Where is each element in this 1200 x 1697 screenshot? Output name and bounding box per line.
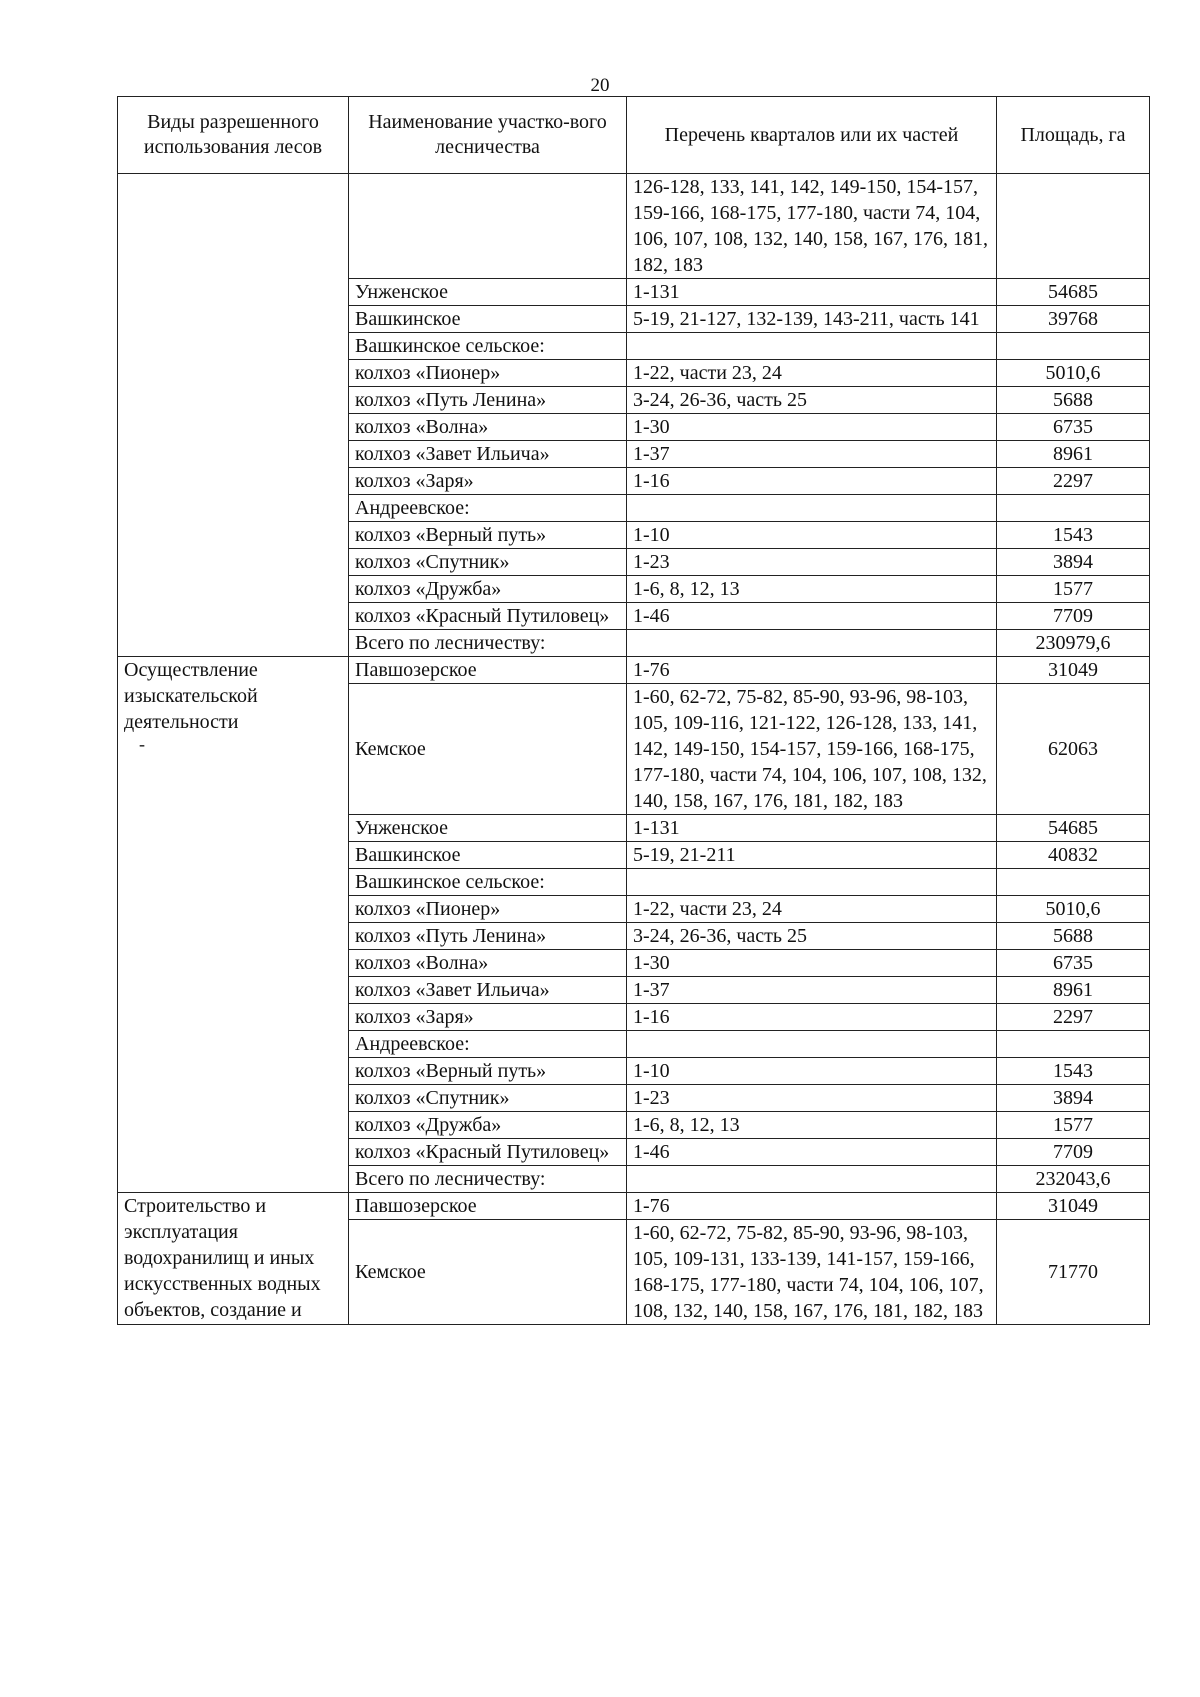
area-cell: 232043,6 — [997, 1166, 1150, 1193]
area-cell — [997, 495, 1150, 522]
forestry-cell: колхоз «Верный путь» — [349, 522, 627, 549]
area-cell: 31049 — [997, 657, 1150, 684]
area-cell: 1577 — [997, 1112, 1150, 1139]
forestry-cell: колхоз «Верный путь» — [349, 1058, 627, 1085]
area-cell: 6735 — [997, 414, 1150, 441]
usage-cell: Осуществление изыскательской деятельности — [118, 657, 349, 1193]
area-cell: 2297 — [997, 468, 1150, 495]
header-quarters: Перечень кварталов или их частей — [627, 97, 997, 174]
area-cell: 1577 — [997, 576, 1150, 603]
area-cell — [997, 174, 1150, 279]
forestry-cell: колхоз «Красный Путиловец» — [349, 603, 627, 630]
page-number: 20 — [590, 75, 610, 96]
forestry-cell: колхоз «Пионер» — [349, 896, 627, 923]
quarters-cell: 1-6, 8, 12, 13 — [627, 1112, 997, 1139]
forestry-cell: Кемское — [349, 1220, 627, 1325]
quarters-cell: 1-76 — [627, 657, 997, 684]
header-area: Площадь, га — [997, 97, 1150, 174]
area-cell: 8961 — [997, 441, 1150, 468]
area-cell: 5688 — [997, 923, 1150, 950]
quarters-cell: 5-19, 21-127, 132-139, 143-211, часть 141 — [627, 306, 997, 333]
area-cell: 5010,6 — [997, 896, 1150, 923]
quarters-cell: 1-131 — [627, 279, 997, 306]
quarters-cell: 3-24, 26-36, часть 25 — [627, 923, 997, 950]
forestry-cell: колхоз «Красный Путиловец» — [349, 1139, 627, 1166]
area-cell: 5688 — [997, 387, 1150, 414]
area-cell: 54685 — [997, 815, 1150, 842]
stray-dash: - — [139, 734, 145, 754]
quarters-cell: 1-23 — [627, 1085, 997, 1112]
area-cell: 6735 — [997, 950, 1150, 977]
forestry-cell: Унженское — [349, 279, 627, 306]
quarters-cell: 1-60, 62-72, 75-82, 85-90, 93-96, 98-103, 105, 109-116, 121-122, 126-128, 133, 141, 142, 149-150, 154-157, 159-166, 168-175, 177-180, части 74, 104, 106, 107, 108, 132, 140, 158, 167, 176, 181, 182, 183 — [627, 684, 997, 815]
quarters-cell — [627, 495, 997, 522]
quarters-cell: 1-30 — [627, 950, 997, 977]
quarters-cell: 1-10 — [627, 1058, 997, 1085]
quarters-cell — [627, 630, 997, 657]
forestry-cell: Павшозерское — [349, 1193, 627, 1220]
forestry-cell: Вашкинское — [349, 842, 627, 869]
forestry-cell: колхоз «Завет Ильича» — [349, 441, 627, 468]
quarters-cell: 3-24, 26-36, часть 25 — [627, 387, 997, 414]
forestry-cell: колхоз «Путь Ленина» — [349, 923, 627, 950]
forestry-cell: Вашкинское — [349, 306, 627, 333]
table-header-row — [118, 97, 1150, 174]
quarters-cell: 1-30 — [627, 414, 997, 441]
forestry-cell: колхоз «Заря» — [349, 468, 627, 495]
area-cell: 71770 — [997, 1220, 1150, 1325]
quarters-cell: 1-22, части 23, 24 — [627, 896, 997, 923]
quarters-cell: 1-22, части 23, 24 — [627, 360, 997, 387]
area-cell: 5010,6 — [997, 360, 1150, 387]
forestry-cell: Вашкинское сельское: — [349, 333, 627, 360]
quarters-cell: 1-46 — [627, 603, 997, 630]
forestry-cell: колхоз «Спутник» — [349, 1085, 627, 1112]
forestry-cell: колхоз «Волна» — [349, 414, 627, 441]
quarters-cell: 1-60, 62-72, 75-82, 85-90, 93-96, 98-103, 105, 109-131, 133-139, 141-157, 159-166, 168-175, 177-180, части 74, 104, 106, 107, 108, 132, 140, 158, 167, 176, 181, 182, 183 — [627, 1220, 997, 1325]
forestry-cell: Андреевское: — [349, 1031, 627, 1058]
area-cell: 3894 — [997, 1085, 1150, 1112]
forestry-cell: Вашкинское сельское: — [349, 869, 627, 896]
forestry-cell: Унженское — [349, 815, 627, 842]
quarters-cell: 1-131 — [627, 815, 997, 842]
area-cell: 230979,6 — [997, 630, 1150, 657]
forestry-cell: колхоз «Пионер» — [349, 360, 627, 387]
forestry-cell: колхоз «Дружба» — [349, 1112, 627, 1139]
quarters-cell: 1-16 — [627, 468, 997, 495]
forestry-cell: Павшозерское — [349, 657, 627, 684]
area-cell — [997, 1031, 1150, 1058]
area-cell: 3894 — [997, 549, 1150, 576]
quarters-cell — [627, 1166, 997, 1193]
table-row — [118, 657, 1150, 684]
area-cell — [997, 869, 1150, 896]
forestry-cell — [349, 174, 627, 279]
area-cell: 7709 — [997, 1139, 1150, 1166]
quarters-cell — [627, 1031, 997, 1058]
area-cell: 2297 — [997, 1004, 1150, 1031]
area-cell: 62063 — [997, 684, 1150, 815]
area-cell: 7709 — [997, 603, 1150, 630]
forestry-cell: колхоз «Заря» — [349, 1004, 627, 1031]
quarters-cell: 1-6, 8, 12, 13 — [627, 576, 997, 603]
quarters-cell: 1-37 — [627, 977, 997, 1004]
area-cell: 39768 — [997, 306, 1150, 333]
quarters-cell: 5-19, 21-211 — [627, 842, 997, 869]
table-row — [118, 174, 1150, 279]
quarters-cell — [627, 333, 997, 360]
forestry-cell: Кемское — [349, 684, 627, 815]
header-usage: Виды разрешенного использования лесов — [118, 97, 349, 174]
area-cell — [997, 333, 1150, 360]
usage-cell: Строительство и эксплуатация водохранилищ и иных искусственных водных объектов, создание и — [118, 1193, 349, 1325]
area-cell: 8961 — [997, 977, 1150, 1004]
forestry-cell: колхоз «Путь Ленина» — [349, 387, 627, 414]
usage-cell-continued — [118, 174, 349, 657]
quarters-cell: 1-37 — [627, 441, 997, 468]
forestry-cell: Всего по лесничеству: — [349, 1166, 627, 1193]
header-forestry: Наименование участко-вого лесничества — [349, 97, 627, 174]
forestry-cell: Всего по лесничеству: — [349, 630, 627, 657]
area-cell: 31049 — [997, 1193, 1150, 1220]
area-cell: 1543 — [997, 1058, 1150, 1085]
forestry-cell: колхоз «Дружба» — [349, 576, 627, 603]
area-cell: 1543 — [997, 522, 1150, 549]
quarters-cell: 1-23 — [627, 549, 997, 576]
area-cell: 54685 — [997, 279, 1150, 306]
table-row — [118, 1193, 1150, 1220]
quarters-cell: 1-16 — [627, 1004, 997, 1031]
quarters-cell: 1-46 — [627, 1139, 997, 1166]
area-cell: 40832 — [997, 842, 1150, 869]
quarters-cell: 1-10 — [627, 522, 997, 549]
forestry-cell: Андреевское: — [349, 495, 627, 522]
quarters-cell: 1-76 — [627, 1193, 997, 1220]
quarters-cell: 126-128, 133, 141, 142, 149-150, 154-157, 159-166, 168-175, 177-180, части 74, 104, 106, 107, 108, 132, 140, 158, 167, 176, 181, 182, 183 — [627, 174, 997, 279]
forestry-cell: колхоз «Спутник» — [349, 549, 627, 576]
forestry-cell: колхоз «Завет Ильича» — [349, 977, 627, 1004]
quarters-cell — [627, 869, 997, 896]
forestry-cell: колхоз «Волна» — [349, 950, 627, 977]
forest-use-table — [117, 96, 1150, 1325]
